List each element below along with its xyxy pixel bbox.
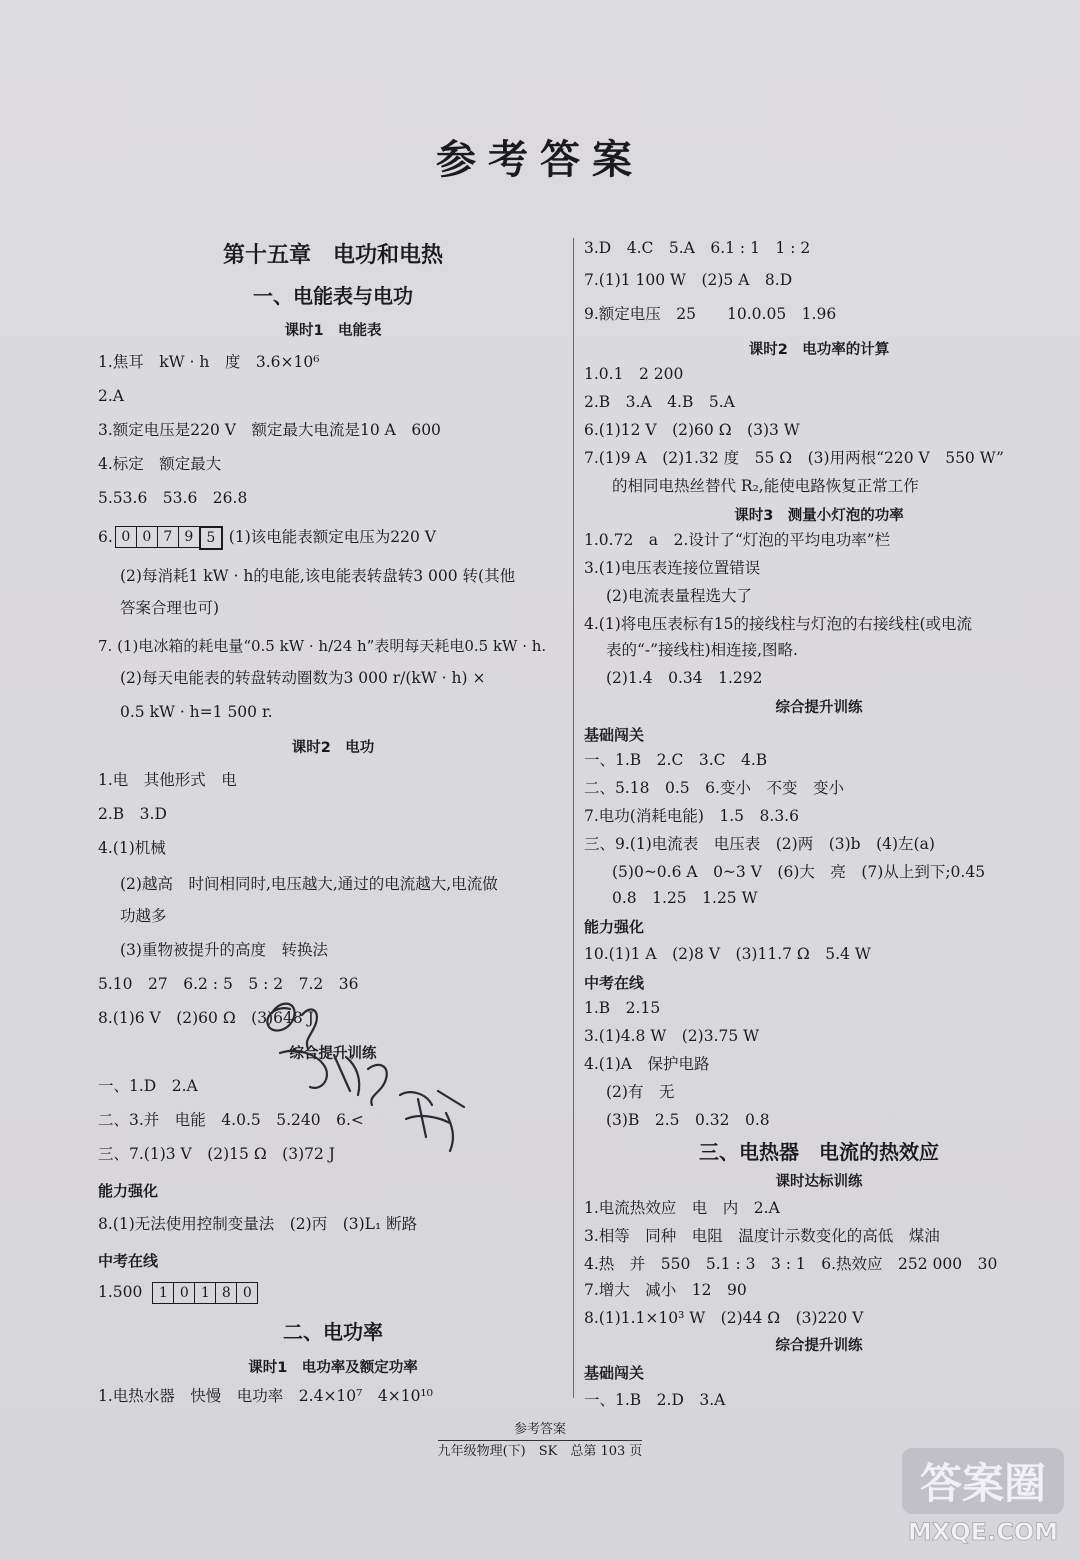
answer-line: 5.53.6 53.6 26.8	[98, 489, 248, 507]
answer-text: (1)该电能表额定电压为220 V	[228, 528, 436, 546]
answer-line: 一、1.D 2.A	[98, 1077, 198, 1095]
group-heading: 能力强化	[584, 918, 645, 936]
answer-line: 1.电热水器 快慢 电功率 2.4×10⁷ 4×10¹⁰	[98, 1387, 433, 1405]
meter-digits	[152, 1282, 258, 1304]
footer-rule	[438, 1440, 642, 1441]
answer-line: 0.5 kW · h=1 500 r.	[120, 703, 273, 721]
watermark-logo	[898, 1440, 1068, 1550]
answer-line: 一、1.B 2.D 3.A	[584, 1391, 726, 1409]
page-title: 参考答案	[436, 136, 644, 183]
group-heading: 中考在线	[98, 1252, 159, 1270]
answer-line: 3.额定电压是220 V 额定最大电流是10 A 600	[98, 421, 441, 439]
answer-line: 7.(1)1 100 W (2)5 A 8.D	[584, 271, 793, 289]
answer-text: 1.500	[98, 1283, 143, 1301]
answer-line: 9.额定电压 25 10.0.05 1.96	[584, 305, 837, 323]
lesson-heading: 课时1 电功率及额定功率	[248, 1360, 418, 1376]
answer-line: 3.相等 同种 电阻 温度计示数变化的高低 煤油	[584, 1227, 940, 1245]
lesson-heading: 课时2 电功率的计算	[748, 342, 890, 358]
answer-line: 1.电流热效应 电 内 2.A	[584, 1199, 780, 1217]
answer-line: 的相同电热丝替代 R₂,能使电路恢复正常工作	[612, 477, 919, 495]
answer-line: 一、1.B 2.C 3.C 4.B	[584, 751, 768, 769]
lesson-heading: 课时达标训练	[775, 1174, 863, 1190]
lesson-heading: 课时3 测量小灯泡的功率	[734, 508, 904, 524]
comprehensive-heading: 综合提升训练	[289, 1046, 377, 1062]
answer-line: (2)越高 时间相同时,电压越大,通过的电流越大,电流做	[120, 875, 498, 893]
answer-line: (2)有 无	[606, 1083, 675, 1101]
meter-digit: 7	[157, 526, 178, 548]
meter-digit: 0	[236, 1282, 258, 1304]
section-heading-1: 一、电能表与电功	[253, 284, 413, 308]
answer-line: (2)每消耗1 kW · h的电能,该电能表转盘转3 000 转(其他	[120, 567, 516, 585]
comprehensive-heading: 综合提升训练	[775, 700, 863, 716]
answer-line: 3.(1)电压表连接位置错误	[584, 559, 761, 577]
answer-line: 三、9.(1)电流表 电压表 (2)两 (3)b (4)左(a)	[584, 835, 935, 853]
answer-line: 1.0.72 a 2.设计了“灯泡的平均电功率”栏	[584, 531, 891, 549]
answer-line: 3.(1)4.8 W (2)3.75 W	[584, 1027, 760, 1045]
meter-digit: 0	[136, 526, 157, 548]
answer-line: 10.(1)1 A (2)8 V (3)11.7 Ω 5.4 W	[584, 945, 871, 963]
answer-line: 0.8 1.25 1.25 W	[612, 889, 758, 907]
answer-line: 7.(1)9 A (2)1.32 度 55 Ω (3)用两根“220 V 550 W”	[584, 449, 1004, 467]
meter-digit: 0	[173, 1282, 194, 1304]
answer-line: 2.B 3.D	[98, 805, 167, 823]
lesson-heading: 课时1 电能表	[284, 323, 382, 339]
answer-line: (5)0~0.6 A 0~3 V (6)大 亮 (7)从上到下;0.45	[612, 863, 986, 881]
answer-line: 1.焦耳 kW · h 度 3.6×10⁶	[98, 353, 320, 371]
answer-line-meter	[98, 1282, 264, 1304]
answer-line: 功越多	[120, 907, 167, 925]
answer-line: 6.(1)12 V (2)60 Ω (3)3 W	[584, 421, 800, 439]
column-divider	[573, 238, 574, 1398]
meter-digit: 9	[178, 526, 199, 548]
watermark-url: MXQE.COM	[907, 1518, 1059, 1546]
answer-line-meter	[98, 526, 436, 550]
question-number: 6.	[98, 528, 113, 546]
handwritten-scribble	[250, 995, 500, 1165]
group-heading: 中考在线	[584, 974, 645, 992]
lesson-heading: 课时2 电功	[291, 740, 375, 756]
meter-digit: 5	[199, 526, 223, 550]
answer-line: 7. (1)电冰箱的耗电量“0.5 kW · h/24 h”表明每天耗电0.5 kW · h.	[98, 637, 547, 655]
answer-line: (2)电流表量程选大了	[606, 587, 752, 605]
answer-line: 1.0.1 2 200	[584, 365, 684, 383]
answer-line: 8.(1)1.1×10³ W (2)44 Ω (3)220 V	[584, 1309, 864, 1327]
footer-label: 参考答案	[513, 1422, 566, 1437]
answer-line: 1.电 其他形式 电	[98, 771, 237, 789]
watermark-title: 答案圈	[919, 1459, 1047, 1508]
answer-line: 2.A	[98, 387, 124, 405]
comprehensive-heading: 综合提升训练	[775, 1338, 863, 1354]
answer-line: 8.(1)无法使用控制变量法 (2)丙 (3)L₁ 断路	[98, 1215, 418, 1233]
group-heading: 能力强化	[98, 1182, 159, 1200]
footer-page-info: 九年级物理(下) SK 总第 103 页	[437, 1444, 643, 1459]
answer-line: 4.(1)机械	[98, 839, 166, 857]
answer-line: (3)B 2.5 0.32 0.8	[606, 1111, 770, 1129]
meter-digit: 0	[115, 526, 136, 548]
group-heading: 基础闯关	[584, 1364, 645, 1382]
answer-line: 表的“-”接线柱)相连接,图略.	[606, 641, 798, 659]
answer-line: 二、5.18 0.5 6.变小 不变 变小	[584, 779, 844, 797]
answer-line: 5.10 27 6.2 : 5 5 : 2 7.2 36	[98, 975, 359, 993]
answer-line: 三、7.(1)3 V (2)15 Ω (3)72 J	[98, 1145, 336, 1163]
meter-digit: 1	[152, 1282, 173, 1304]
answer-line: 4.热 并 550 5.1 : 3 3 : 1 6.热效应 252 000 30	[584, 1255, 998, 1273]
answer-line: 3.D 4.C 5.A 6.1 : 1 1 : 2	[584, 239, 811, 257]
answer-line: 2.B 3.A 4.B 5.A	[584, 393, 735, 411]
answer-line: 答案合理也可)	[120, 599, 220, 617]
answer-line: (2)1.4 0.34 1.292	[606, 669, 763, 687]
answer-line: 1.B 2.15	[584, 999, 661, 1017]
section-heading-3: 三、电热器 电流的热效应	[699, 1140, 939, 1164]
answer-line: 7.电功(消耗电能) 1.5 8.3.6	[584, 807, 799, 825]
group-heading: 基础闯关	[584, 726, 645, 744]
answer-line: 8.(1)6 V (2)60 Ω (3)648 J	[98, 1009, 314, 1027]
answer-line: 4.(1)将电压表标有15的接线柱与灯泡的右接线柱(或电流	[584, 615, 973, 633]
answer-line: 二、3.并 电能 4.0.5 5.240 6.<	[98, 1111, 364, 1129]
section-heading-2: 二、电功率	[283, 1320, 383, 1344]
answer-line: (2)每天电能表的转盘转动圈数为3 000 r/(kW · h) ×	[120, 669, 486, 687]
chapter-heading: 第十五章 电功和电热	[222, 243, 443, 268]
answer-line: (3)重物被提升的高度 转换法	[120, 941, 328, 959]
answer-line: 4.标定 额定最大	[98, 455, 222, 473]
answer-line: 4.(1)A 保护电路	[584, 1055, 710, 1073]
answer-line: 7.增大 减小 12 90	[584, 1281, 747, 1299]
meter-digit: 8	[215, 1282, 236, 1304]
meter-digit: 1	[194, 1282, 215, 1304]
meter-digits	[115, 526, 223, 550]
